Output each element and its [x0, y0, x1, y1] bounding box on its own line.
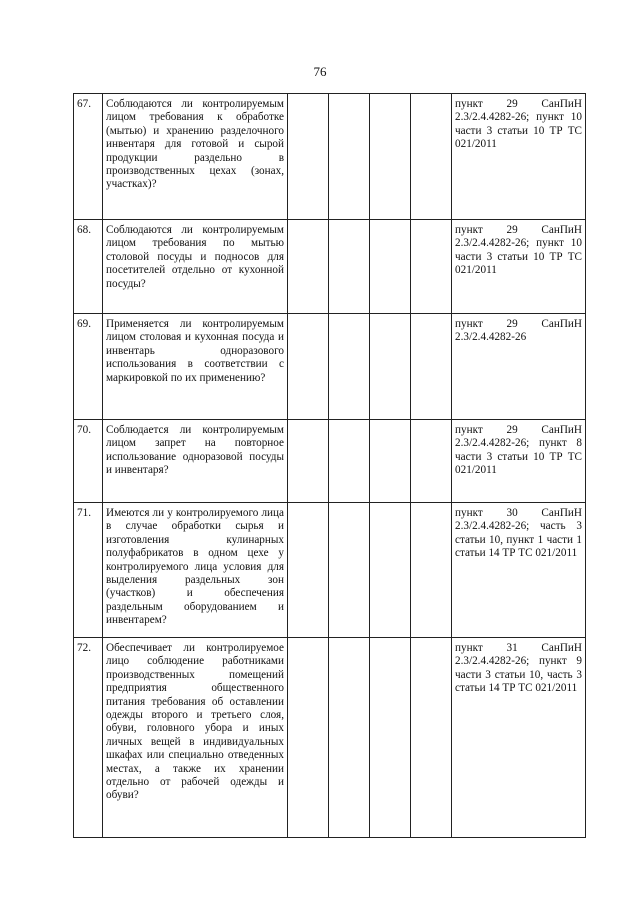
- answer-cell-na: [370, 638, 411, 838]
- answer-cell-note: [411, 638, 452, 838]
- row-question: Соблюдаются ли контролируемым лицом требования к обработке (мытью) и хранению разделочного инвентаря для готовой и сырой продукции раздельно в производственных цехах (зонах, участках)?: [103, 94, 288, 220]
- row-reference: пункт 29 СанПиН 2.3/2.4.4282-26; пункт 8 части 3 статьи 10 ТР ТС 021/2011: [452, 420, 586, 503]
- row-number: 69.: [74, 314, 103, 420]
- answer-cell-no: [329, 420, 370, 503]
- answer-cell-no: [329, 220, 370, 314]
- answer-cell-yes: [288, 220, 329, 314]
- answer-cell-na: [370, 94, 411, 220]
- table-row: [74, 638, 586, 838]
- answer-cell-yes: [288, 638, 329, 838]
- answer-cell-note: [411, 314, 452, 420]
- table-row: [74, 314, 586, 420]
- page-number: 76: [313, 64, 327, 79]
- table-row: [74, 503, 586, 638]
- answer-cell-note: [411, 503, 452, 638]
- answer-cell-yes: [288, 314, 329, 420]
- answer-cell-no: [329, 314, 370, 420]
- row-reference: пункт 29 СанПиН 2.3/2.4.4282-26; пункт 10 части 3 статьи 10 ТР ТС 021/2011: [452, 220, 586, 314]
- answer-cell-note: [411, 420, 452, 503]
- row-question: Применяется ли контролируемым лицом столовая и кухонная посуда и инвентарь одноразового использования в соответствии с маркировкой по их применению?: [103, 314, 288, 420]
- row-number: 71.: [74, 503, 103, 638]
- row-number: 72.: [74, 638, 103, 838]
- answer-cell-no: [329, 503, 370, 638]
- answer-cell-yes: [288, 420, 329, 503]
- row-question: Соблюдаются ли контролируемым лицом требования по мытью столовой посуды и подносов для посетителей отдельно от кухонной посуды?: [103, 220, 288, 314]
- row-reference: пункт 30 СанПиН 2.3/2.4.4282-26; часть 3 статьи 10, пункт 1 части 1 статьи 14 ТР ТС 021/2011: [452, 503, 586, 638]
- answer-cell-no: [329, 94, 370, 220]
- answer-cell-note: [411, 220, 452, 314]
- row-number: 68.: [74, 220, 103, 314]
- answer-cell-note: [411, 94, 452, 220]
- answer-cell-no: [329, 638, 370, 838]
- row-number: 70.: [74, 420, 103, 503]
- answer-cell-na: [370, 420, 411, 503]
- answer-cell-yes: [288, 94, 329, 220]
- row-number: 67.: [74, 94, 103, 220]
- table-row: [74, 220, 586, 314]
- table-row: [74, 420, 586, 503]
- row-reference: пункт 29 СанПиН 2.3/2.4.4282-26: [452, 314, 586, 420]
- row-question: Соблюдается ли контролируемым лицом запрет на повторное использование одноразовой посуды и инвентаря?: [103, 420, 288, 503]
- answer-cell-na: [370, 314, 411, 420]
- answer-cell-na: [370, 220, 411, 314]
- answer-cell-na: [370, 503, 411, 638]
- row-question: Обеспечивает ли контролируемое лицо соблюдение работниками производственных помещений предприятия общественного питания требования об оставлении одежды второго и третьего слоя, обуви, головного убора и иных личных вещей в индивидуальных шкафах или специально отведенных местах, а также их хранении отдельно от рабочей одежды и обуви?: [103, 638, 288, 838]
- row-reference: пункт 29 СанПиН 2.3/2.4.4282-26; пункт 10 части 3 статьи 10 ТР ТС 021/2011: [452, 94, 586, 220]
- checklist-table: [73, 93, 586, 838]
- table-row: [74, 94, 586, 220]
- row-question: Имеются ли у контролируемого лица в случае обработки сырья и изготовления кулинарных полуфабрикатов в одном цехе у контролируемого лица условия для выделения раздельных зон (участков) и обеспечения раздельным оборудованием и инвентарем?: [103, 503, 288, 638]
- row-reference: пункт 31 СанПиН 2.3/2.4.4282-26; пункт 9 части 3 статьи 10, часть 3 статьи 14 ТР ТС 021/2011: [452, 638, 586, 838]
- answer-cell-yes: [288, 503, 329, 638]
